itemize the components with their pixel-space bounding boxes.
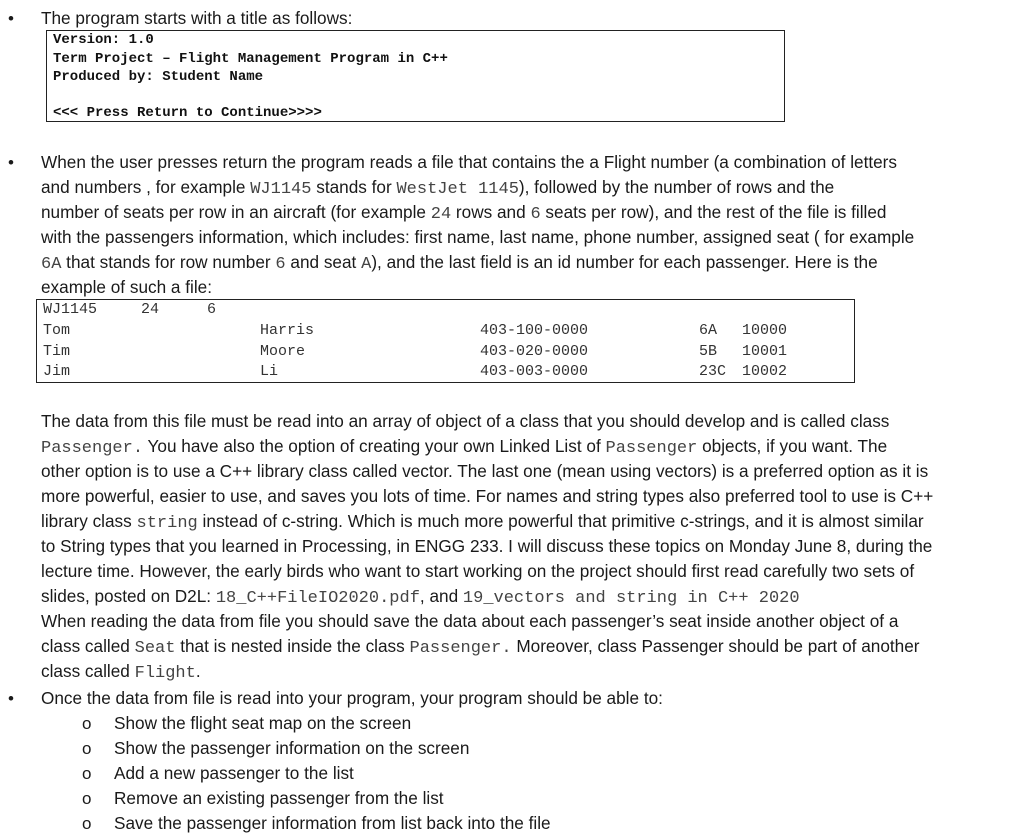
para2-line: more powerful, easier to use, and saves you lots of time. For names and string types also preferred tool to use is C++ [41,486,934,506]
para2-line: Passenger. You have also the option of creating your own Linked List of Passenger objects, if you want. The [41,436,888,458]
capability-item: Show the passenger information on the screen [114,738,470,758]
file-seat: 23C [699,363,727,380]
file-last-name: Li [260,363,279,380]
para2-line: to String types that you learned in Processing, in ENGG 233. I will discuss these topics on Monday June 8, during the [41,536,933,556]
para2-line: slides, posted on D2L: 18_C++FileIO2020.pdf, and 19_vectors and string in C++ 2020 [41,586,800,608]
sub-bullet-marker: o [82,714,92,733]
para3-intro: Once the data from file is read into your program, your program should be able to: [41,688,663,708]
sub-bullet-marker: o [82,789,92,808]
para2-line: other option is to use a C++ library class called vector. The last one (mean using vectors) is a preferred option as it is [41,461,929,481]
para2-line: lecture time. However, the early birds who want to start working on the project should first read carefully two sets of [41,561,915,581]
capability-item: Remove an existing passenger from the list [114,788,444,808]
intro-text: The program starts with a title as follows: [41,8,353,28]
para2-line: class called Seat that is nested inside the class Passenger. Moreover, class Passenger should be part of another [41,636,920,658]
file-row-count: 24 [141,301,160,318]
title-author-line: Produced by: Student Name [53,69,264,85]
title-continue-line: <<< Press Return to Continue>>>> [53,105,322,121]
file-id: 10001 [742,343,788,360]
para2-line: The data from this file must be read into an array of object of a class that you should develop and is called class [41,411,890,431]
para1-line: example of such a file: [41,277,213,297]
sub-bullet-marker: o [82,739,92,758]
file-seat: 5B [699,343,718,360]
capability-item: Show the flight seat map on the screen [114,713,412,733]
bullet-marker: • [8,153,14,172]
file-seats-per-row: 6 [207,301,217,318]
title-version-line: Version: 1.0 [53,32,154,48]
file-first-name: Tim [43,343,71,360]
para1-line: with the passengers information, which includes: first name, last name, phone number, assigned seat ( for example [41,227,915,247]
file-seat: 6A [699,322,718,339]
para2-line: class called Flight. [41,661,201,683]
file-id: 10000 [742,322,788,339]
file-first-name: Tom [43,322,71,339]
para1-line: When the user presses return the program reads a file that contains the a Flight number (a combination of letters [41,152,897,172]
file-phone: 403-020-0000 [480,343,589,360]
title-box [46,30,785,122]
capability-item: Add a new passenger to the list [114,763,354,783]
capability-item: Save the passenger information from list back into the file [114,813,551,833]
file-last-name: Moore [260,343,306,360]
para1-line: and numbers , for example WJ1145 stands for WestJet 1145), followed by the number of rows and the [41,177,835,199]
sub-bullet-marker: o [82,814,92,833]
file-example-box [36,299,855,383]
sub-bullet-marker: o [82,764,92,783]
file-id: 10002 [742,363,788,380]
file-phone: 403-100-0000 [480,322,589,339]
file-first-name: Jim [43,363,71,380]
para1-line: 6A that stands for row number 6 and seat A), and the last field is an id number for each passenger. Here is the [41,252,878,274]
para1-line: number of seats per row in an aircraft (for example 24 rows and 6 seats per row), and the rest of the file is filled [41,202,887,224]
bullet-marker: • [8,689,14,708]
para2-line: library class string instead of c-string. Which is much more powerful that primitive c-strings, and it is almost similar [41,511,924,533]
title-project-line: Term Project – Flight Management Program in C++ [53,51,448,67]
para2-line: When reading the data from file you should save the data about each passenger’s seat inside another object of a [41,611,899,631]
bullet-marker: • [8,9,14,28]
file-flight-number: WJ1145 [43,301,98,318]
file-phone: 403-003-0000 [480,363,589,380]
file-last-name: Harris [260,322,315,339]
